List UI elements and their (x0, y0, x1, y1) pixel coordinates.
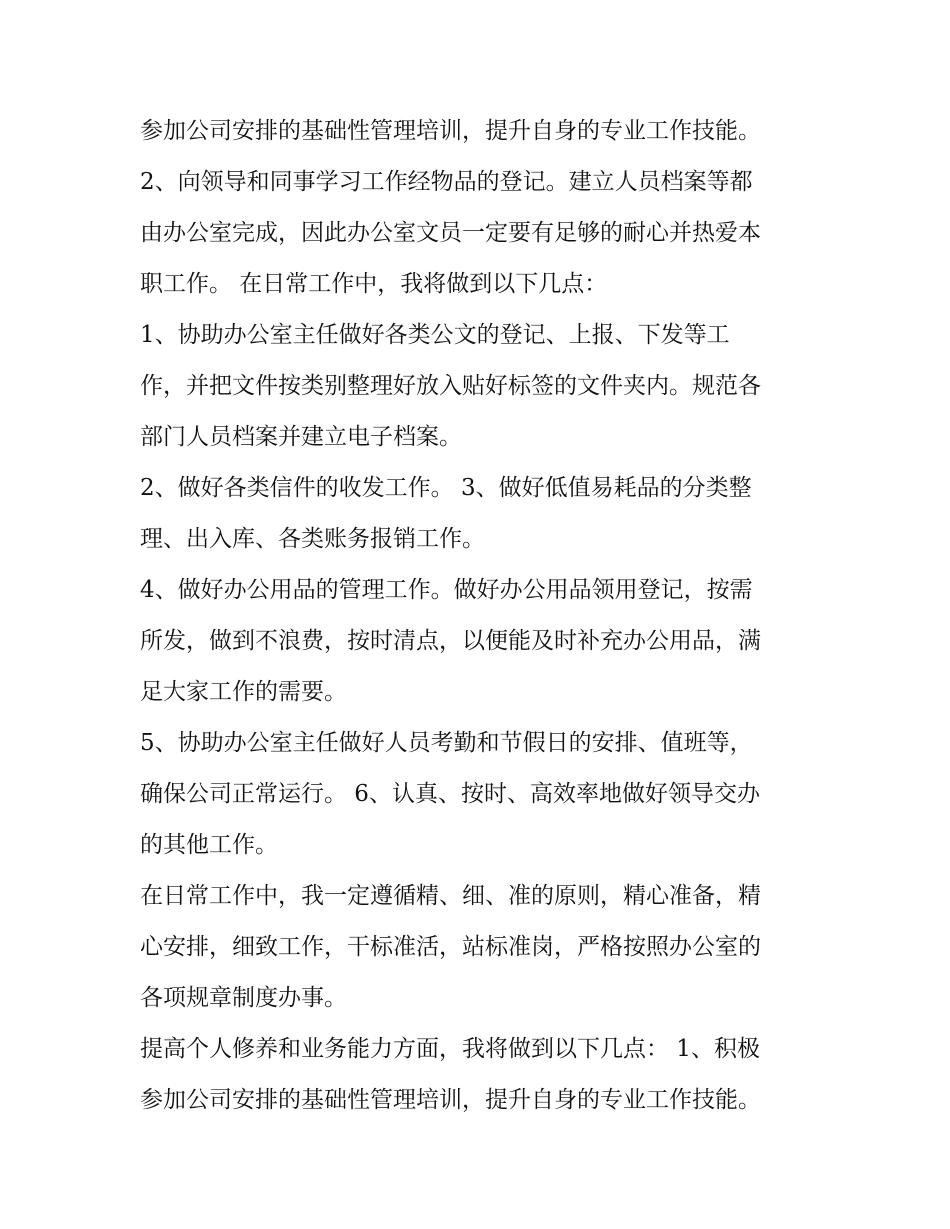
text-line: 5、协助办公室主任做好人员考勤和节假日的安排、值班等， (140, 730, 753, 756)
text-line: 参加公司安排的基础性管理培训，提升自身的专业工作技能。 (140, 1087, 761, 1113)
text-line: 1、协助办公室主任做好各类公文的登记、上报、下发等工 (140, 322, 730, 348)
text-line: 4、做好办公用品的管理工作。做好办公用品领用登记，按需 (140, 577, 753, 603)
text-line: 理、出入库、各类账务报销工作。 (140, 526, 485, 552)
text-line: 由办公室完成，因此办公室文员一定要有足够的耐心并热爱本 (140, 220, 761, 246)
text-line: 所发，做到不浪费，按时清点，以便能及时补充办公用品，满 (140, 628, 761, 654)
text-line: 的其他工作。 (140, 832, 278, 858)
text-line: 足大家工作的需要。 (140, 679, 347, 705)
text-line: 职工作。 在日常工作中，我将做到以下几点： (140, 271, 608, 297)
text-line: 2、做好各类信件的收发工作。 3、做好低值易耗品的分类整 (140, 475, 752, 501)
text-line: 各项规章制度办事。 (140, 985, 347, 1011)
text-line: 提高个人修养和业务能力方面，我将做到以下几点： 1、积极 (140, 1036, 760, 1062)
text-line: 部门人员档案并建立电子档案。 (140, 424, 462, 450)
text-line: 2、向领导和同事学习工作经物品的登记。建立人员档案等都 (140, 169, 753, 195)
text-line: 作，并把文件按类别整理好放入贴好标签的文件夹内。规范各 (140, 373, 761, 399)
text-line: 心安排，细致工作，干标准活，站标准岗，严格按照办公室的 (140, 934, 761, 960)
text-line: 参加公司安排的基础性管理培训，提升自身的专业工作技能。 (140, 118, 761, 144)
text-line: 在日常工作中，我一定遵循精、细、准的原则，精心准备，精 (140, 883, 761, 909)
body-text (140, 106, 820, 1126)
text-line: 确保公司正常运行。 6、认真、按时、高效率地做好领导交办 (140, 781, 760, 807)
